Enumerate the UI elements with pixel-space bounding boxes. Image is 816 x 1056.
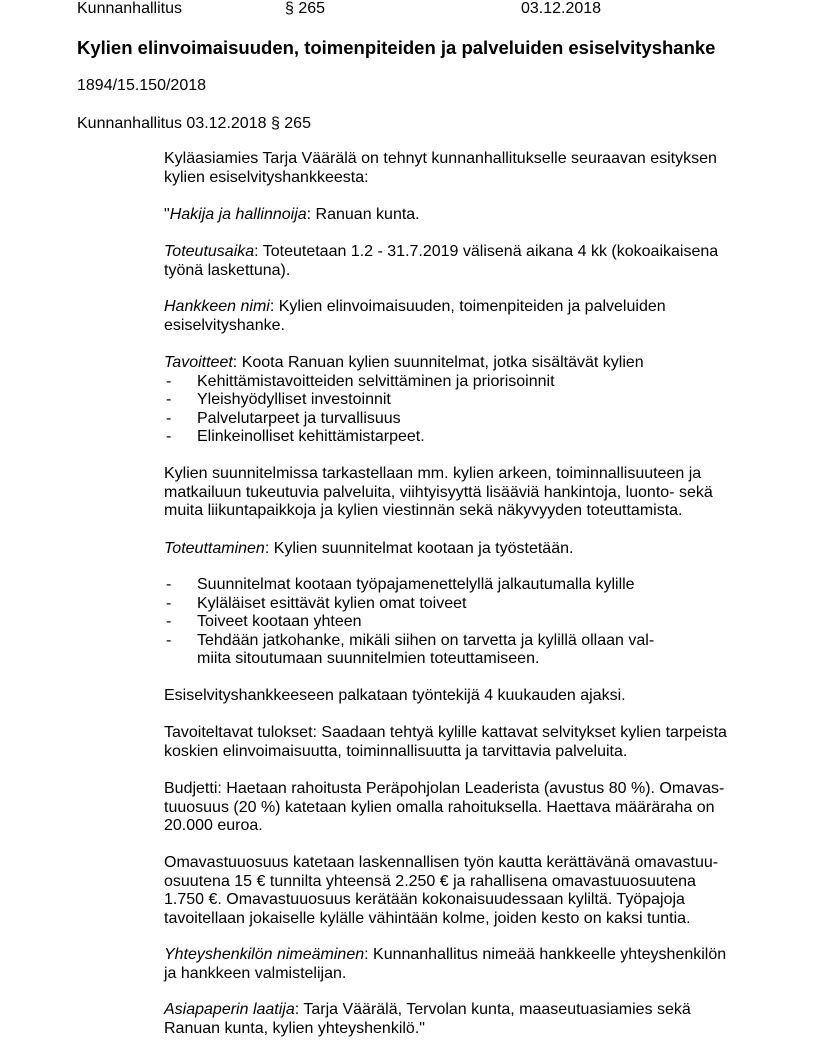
plans-paragraph: [164, 465, 764, 521]
budget-paragraph: [164, 780, 764, 836]
results-paragraph: [164, 724, 764, 761]
intro-paragraph: [164, 150, 764, 187]
contact-text: : Kunnanhallitus nimeää hankkeelle yhteyshenkilön: [364, 946, 727, 963]
results-line: koskien elinvoimaisuutta, toiminnallisuutta ja tarvittavia palveluita.: [164, 742, 628, 760]
schedule-text: työnä laskettuna).: [164, 261, 291, 279]
intro-line: kylien esiselvityshankkeesta:: [164, 168, 369, 186]
plans-line: matkailuun tukeutuvia palveluita, viihtyisyyttä lisääviä hankintoja, luonto- sekä: [164, 483, 713, 501]
plans-line: muita liikuntapaikkoja ja kylien viestinnän sekä näkyvyyden toteuttamista.: [164, 502, 683, 520]
project-name-label: Hankkeen nimi: [164, 298, 270, 315]
project-name-text: esiselvityshanke.: [164, 316, 285, 334]
goals-list: [164, 373, 764, 447]
schedule-label: Toteutusaika: [164, 243, 255, 260]
applicant-paragraph: "Hakija ja hallinnoija: Ranuan kunta.: [164, 206, 420, 223]
budget-line: 20.000 euroa.: [164, 817, 263, 835]
project-name-text: : Kylien elinvoimaisuuden, toimenpiteiden ja palveluiden: [269, 298, 666, 315]
project-name-paragraph: [164, 298, 764, 335]
self-financing-line: tavoitellaan jokaiselle kylälle vähintään kolme, joiden kesto on kaksi tuntia.: [164, 909, 691, 927]
budget-line: tuuosuus (20 %) katetaan kylien omalla rahoituksella. Haettava määräraha on: [164, 798, 715, 816]
goals-text: : Koota Ranuan kylien suunnitelmat, jotka sisältävät kylien: [232, 354, 644, 371]
list-item: - Palvelutarpeet ja turvallisuus: [164, 410, 764, 429]
contact-text: ja hankkeen valmistelijan.: [164, 964, 347, 982]
self-financing-line: 1.750 €. Omavastuuosuus kerätään kokonaisuudessaan kyliltä. Työpajoja: [164, 891, 685, 909]
intro-line: Kyläasiamies Tarja Väärälä on tehnyt kunnanhallitukselle seuraavan esityksen: [164, 150, 717, 167]
list-item: - Toiveet kootaan yhteen: [164, 613, 764, 632]
list-item-text: miita sitoutumaan suunnitelmien toteuttamiseen.: [197, 650, 540, 668]
header-organ: Kunnanhallitus: [77, 0, 182, 17]
diary-number: 1894/15.150/2018: [77, 77, 207, 94]
self-financing-paragraph: [164, 854, 764, 928]
implementation-section: [164, 576, 764, 669]
list-item: - Kehittämistavoitteiden selvittäminen ja priorisoinnit: [164, 373, 764, 392]
staff-text: Esiselvityshankkeeseen palkataan työntekijä 4 kuukauden ajaksi.: [164, 687, 626, 704]
applicant-text: : Ranuan kunta.: [306, 206, 420, 223]
implementation-label: Toteuttaminen: [164, 540, 265, 557]
header-date: 03.12.2018: [521, 0, 602, 17]
goals-section: [164, 354, 764, 447]
results-line: Tavoiteltavat tulokset: Saadaan tehtyä kylille kattavat selvitykset kylien tarpeista: [164, 724, 727, 741]
schedule-paragraph: [164, 243, 764, 280]
implementation-list: [164, 576, 764, 669]
contact-paragraph: [164, 946, 764, 983]
list-item: - Elinkeinolliset kehittämistarpeet.: [164, 428, 764, 447]
self-financing-line: Omavastuuosuus katetaan laskennallisen työn kautta kerättävänä omavastuu-: [164, 854, 719, 871]
goals-label: Tavoitteet: [164, 354, 233, 371]
implementation-paragraph: [164, 540, 764, 559]
contact-label: Yhteyshenkilön nimeäminen: [164, 946, 365, 963]
author-label: Asiapaperin laatija: [164, 1001, 295, 1018]
list-item-text: Tehdään jatkohanke, mikäli siihen on tarvetta ja kylillä ollaan val-: [197, 631, 655, 649]
author-paragraph: [164, 1001, 764, 1038]
list-item: - Suunnitelmat kootaan työpajamenettelyllä jalkautumalla kylille: [164, 576, 764, 595]
applicant-label: Hakija ja hallinnoija: [169, 206, 307, 223]
schedule-text: : Toteutetaan 1.2 - 31.7.2019 välisenä aikana 4 kk (kokoaikaisena: [254, 243, 719, 260]
list-item: [164, 632, 764, 669]
meeting-reference: Kunnanhallitus 03.12.2018 § 265: [77, 115, 311, 132]
budget-line: Budjetti: Haetaan rahoitusta Peräpohjolan Leaderista (avustus 80 %). Omavas-: [164, 780, 725, 797]
header-section: § 265: [285, 0, 326, 17]
implementation-text: : Kylien suunnitelmat kootaan ja työstetään.: [264, 540, 574, 557]
author-text: : Tarja Väärälä, Tervolan kunta, maaseutuasiamies sekä: [294, 1001, 691, 1018]
staff-paragraph: [164, 687, 764, 706]
self-financing-line: osuutena 15 € tunnilta yhteensä 2.250 € ja rahallisena omavastuuosuutena: [164, 872, 696, 890]
author-text: Ranuan kunta, kylien yhteyshenkilö.": [164, 1019, 425, 1037]
list-item: - Kyläläiset esittävät kylien omat toiveet: [164, 595, 764, 614]
plans-line: Kylien suunnitelmissa tarkastellaan mm. kylien arkeen, toiminnallisuuteen ja: [164, 465, 702, 482]
list-item: - Yleishyödylliset investoinnit: [164, 391, 764, 410]
document-title: Kylien elinvoimaisuuden, toimenpiteiden ja palveluiden esiselvityshanke: [77, 37, 716, 58]
